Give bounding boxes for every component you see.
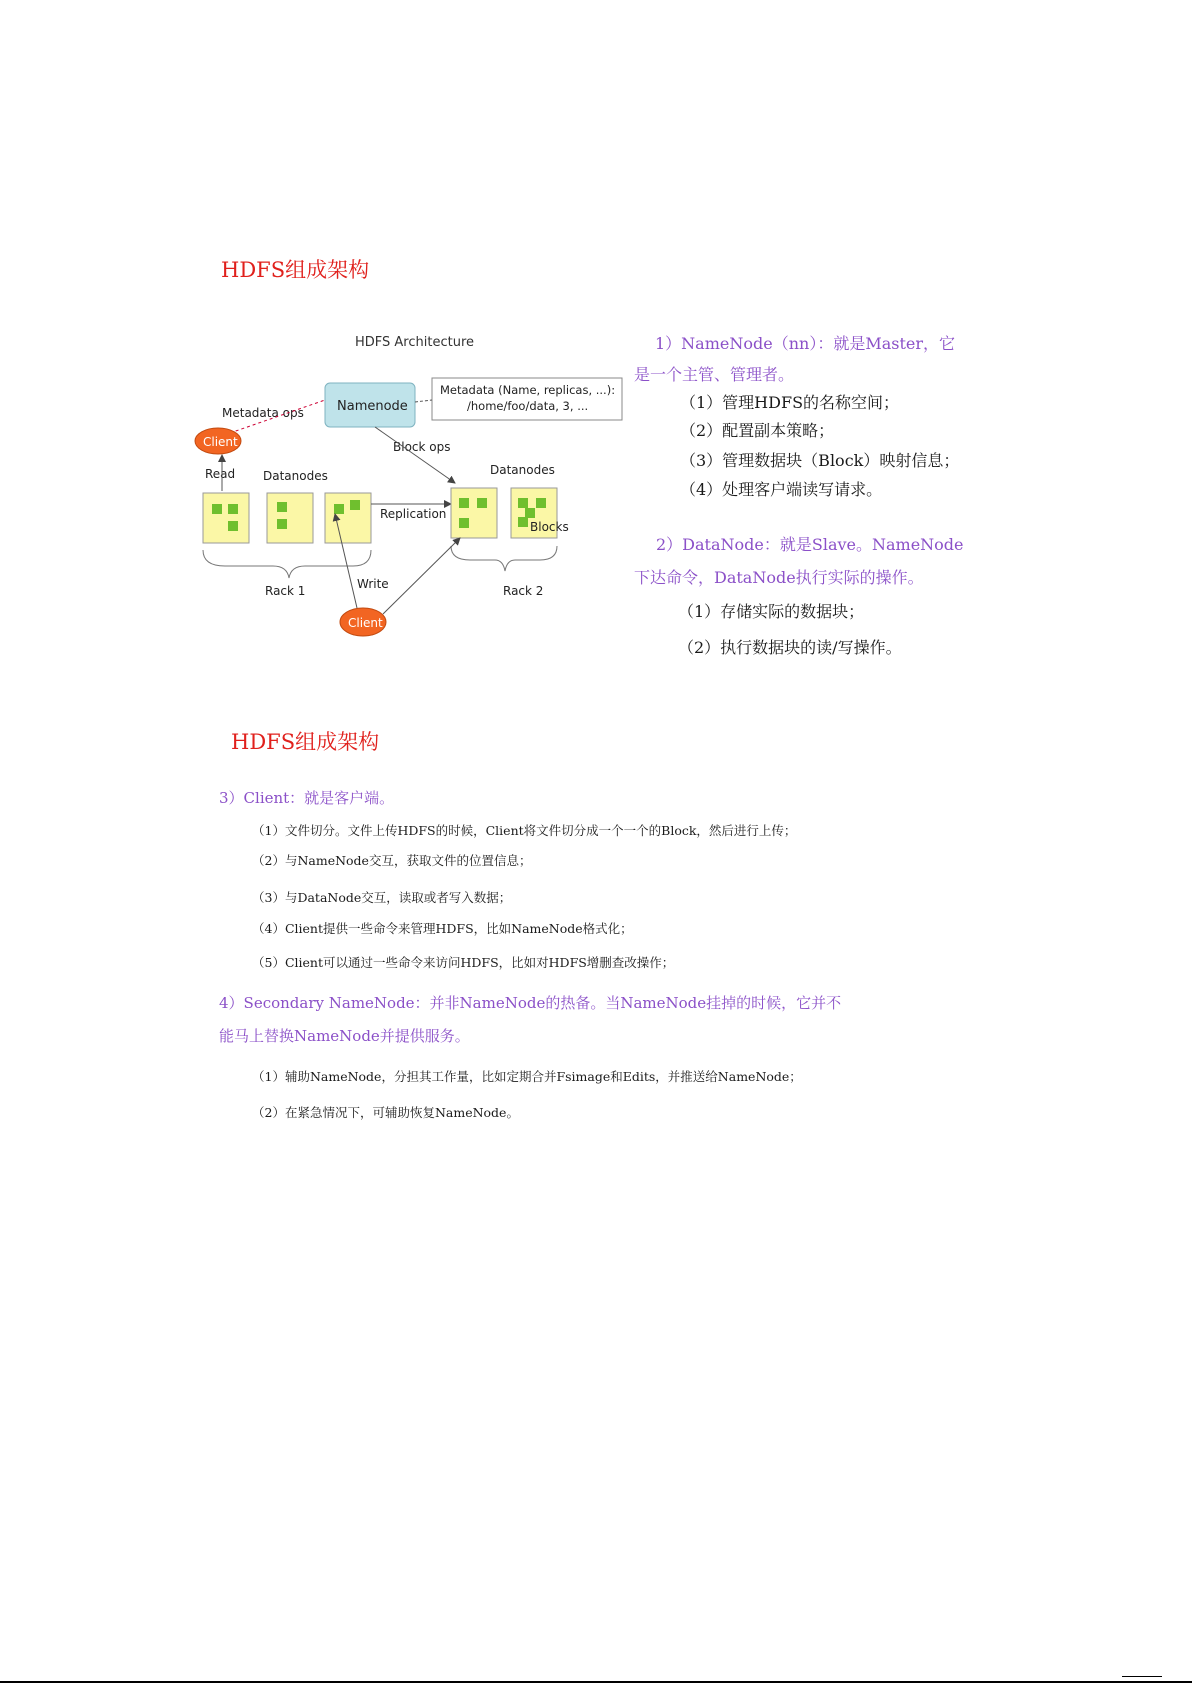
client-rack2-arrow xyxy=(383,538,460,614)
namenode-heading-line2: 是一个主管、管理者。 xyxy=(634,365,795,384)
namenode-item: （1）管理HDFS的名称空间； xyxy=(680,393,900,412)
namenode-label: Namenode xyxy=(337,399,408,414)
blocks-label: Blocks xyxy=(530,520,569,534)
client-item: （5）Client可以通过一些命令来访问HDFS，比如对HDFS增删查改操作； xyxy=(252,955,675,970)
namenode-metadata-link xyxy=(415,400,432,402)
block-ops-arrow xyxy=(375,427,455,483)
page-bottom-rule xyxy=(0,1681,1192,1683)
rack2-brace xyxy=(451,546,557,571)
metadata-line2: /home/foo/data, 3, ... xyxy=(467,399,589,413)
hdfs-architecture-diagram xyxy=(185,328,625,663)
read-label: Read xyxy=(205,467,236,481)
rack1-label: Rack 1 xyxy=(265,584,306,598)
replication-label: Replication xyxy=(380,507,447,521)
section2-title: HDFS组成架构 xyxy=(231,730,380,754)
block-ops-label: Block ops xyxy=(393,440,451,454)
datanode-heading-line2: 下达命令，DataNode执行实际的操作。 xyxy=(634,568,924,587)
namenode-heading-line1: 1）NameNode（nn）：就是Master，它 xyxy=(655,334,955,353)
datanode-rack1-2 xyxy=(267,493,313,543)
datanode-item: （2）执行数据块的读/写操作。 xyxy=(678,638,902,657)
namenode-item: （4）处理客户端读写请求。 xyxy=(680,480,883,499)
secondary-heading-line2: 能马上替换NameNode并提供服务。 xyxy=(219,1027,470,1045)
page-corner-mark xyxy=(1122,1676,1162,1677)
client-heading: 3）Client：就是客户端。 xyxy=(219,789,395,807)
datanode-rack1-3 xyxy=(325,493,371,543)
datanode-rack2-1 xyxy=(451,488,497,538)
client-item: （2）与NameNode交互，获取文件的位置信息； xyxy=(252,853,532,868)
rack1-brace xyxy=(203,550,371,578)
datanode-rack1-1 xyxy=(203,493,249,543)
diagram-title: HDFS Architecture xyxy=(355,335,475,350)
namenode-item: （2）配置副本策略； xyxy=(680,421,835,440)
secondary-item: （1）辅助NameNode，分担其工作量，比如定期合并Fsimage和Edits，并推送给NameNode； xyxy=(252,1069,802,1084)
section1-title: HDFS组成架构 xyxy=(221,258,370,282)
metadata-line1: Metadata (Name, replicas, ...): xyxy=(440,383,616,397)
datanodes-right-label: Datanodes xyxy=(490,463,555,477)
client-top-label: Client xyxy=(203,435,238,449)
client-item: （1）文件切分。文件上传HDFS的时候，Client将文件切分成一个一个的Block，然后进行上传； xyxy=(252,823,797,838)
secondary-heading-line1: 4）Secondary NameNode：并非NameNode的热备。当NameNode挂掉的时候，它并不 xyxy=(219,994,842,1012)
datanode-item: （1）存储实际的数据块； xyxy=(678,602,865,621)
namenode-item: （3）管理数据块（Block）映射信息； xyxy=(680,451,960,470)
datanodes-left-label: Datanodes xyxy=(263,469,328,483)
datanode-heading-line1: 2）DataNode：就是Slave。NameNode xyxy=(656,535,964,554)
client-item: （4）Client提供一些命令来管理HDFS，比如NameNode格式化； xyxy=(252,921,633,936)
secondary-item: （2）在紧急情况下，可辅助恢复NameNode。 xyxy=(252,1105,519,1120)
write-label: Write xyxy=(357,577,389,591)
rack2-label: Rack 2 xyxy=(503,584,544,598)
metadata-ops-label: Metadata ops xyxy=(222,406,304,420)
client-item: （3）与DataNode交互，读取或者写入数据； xyxy=(252,890,512,905)
client-bottom-label: Client xyxy=(348,616,383,630)
